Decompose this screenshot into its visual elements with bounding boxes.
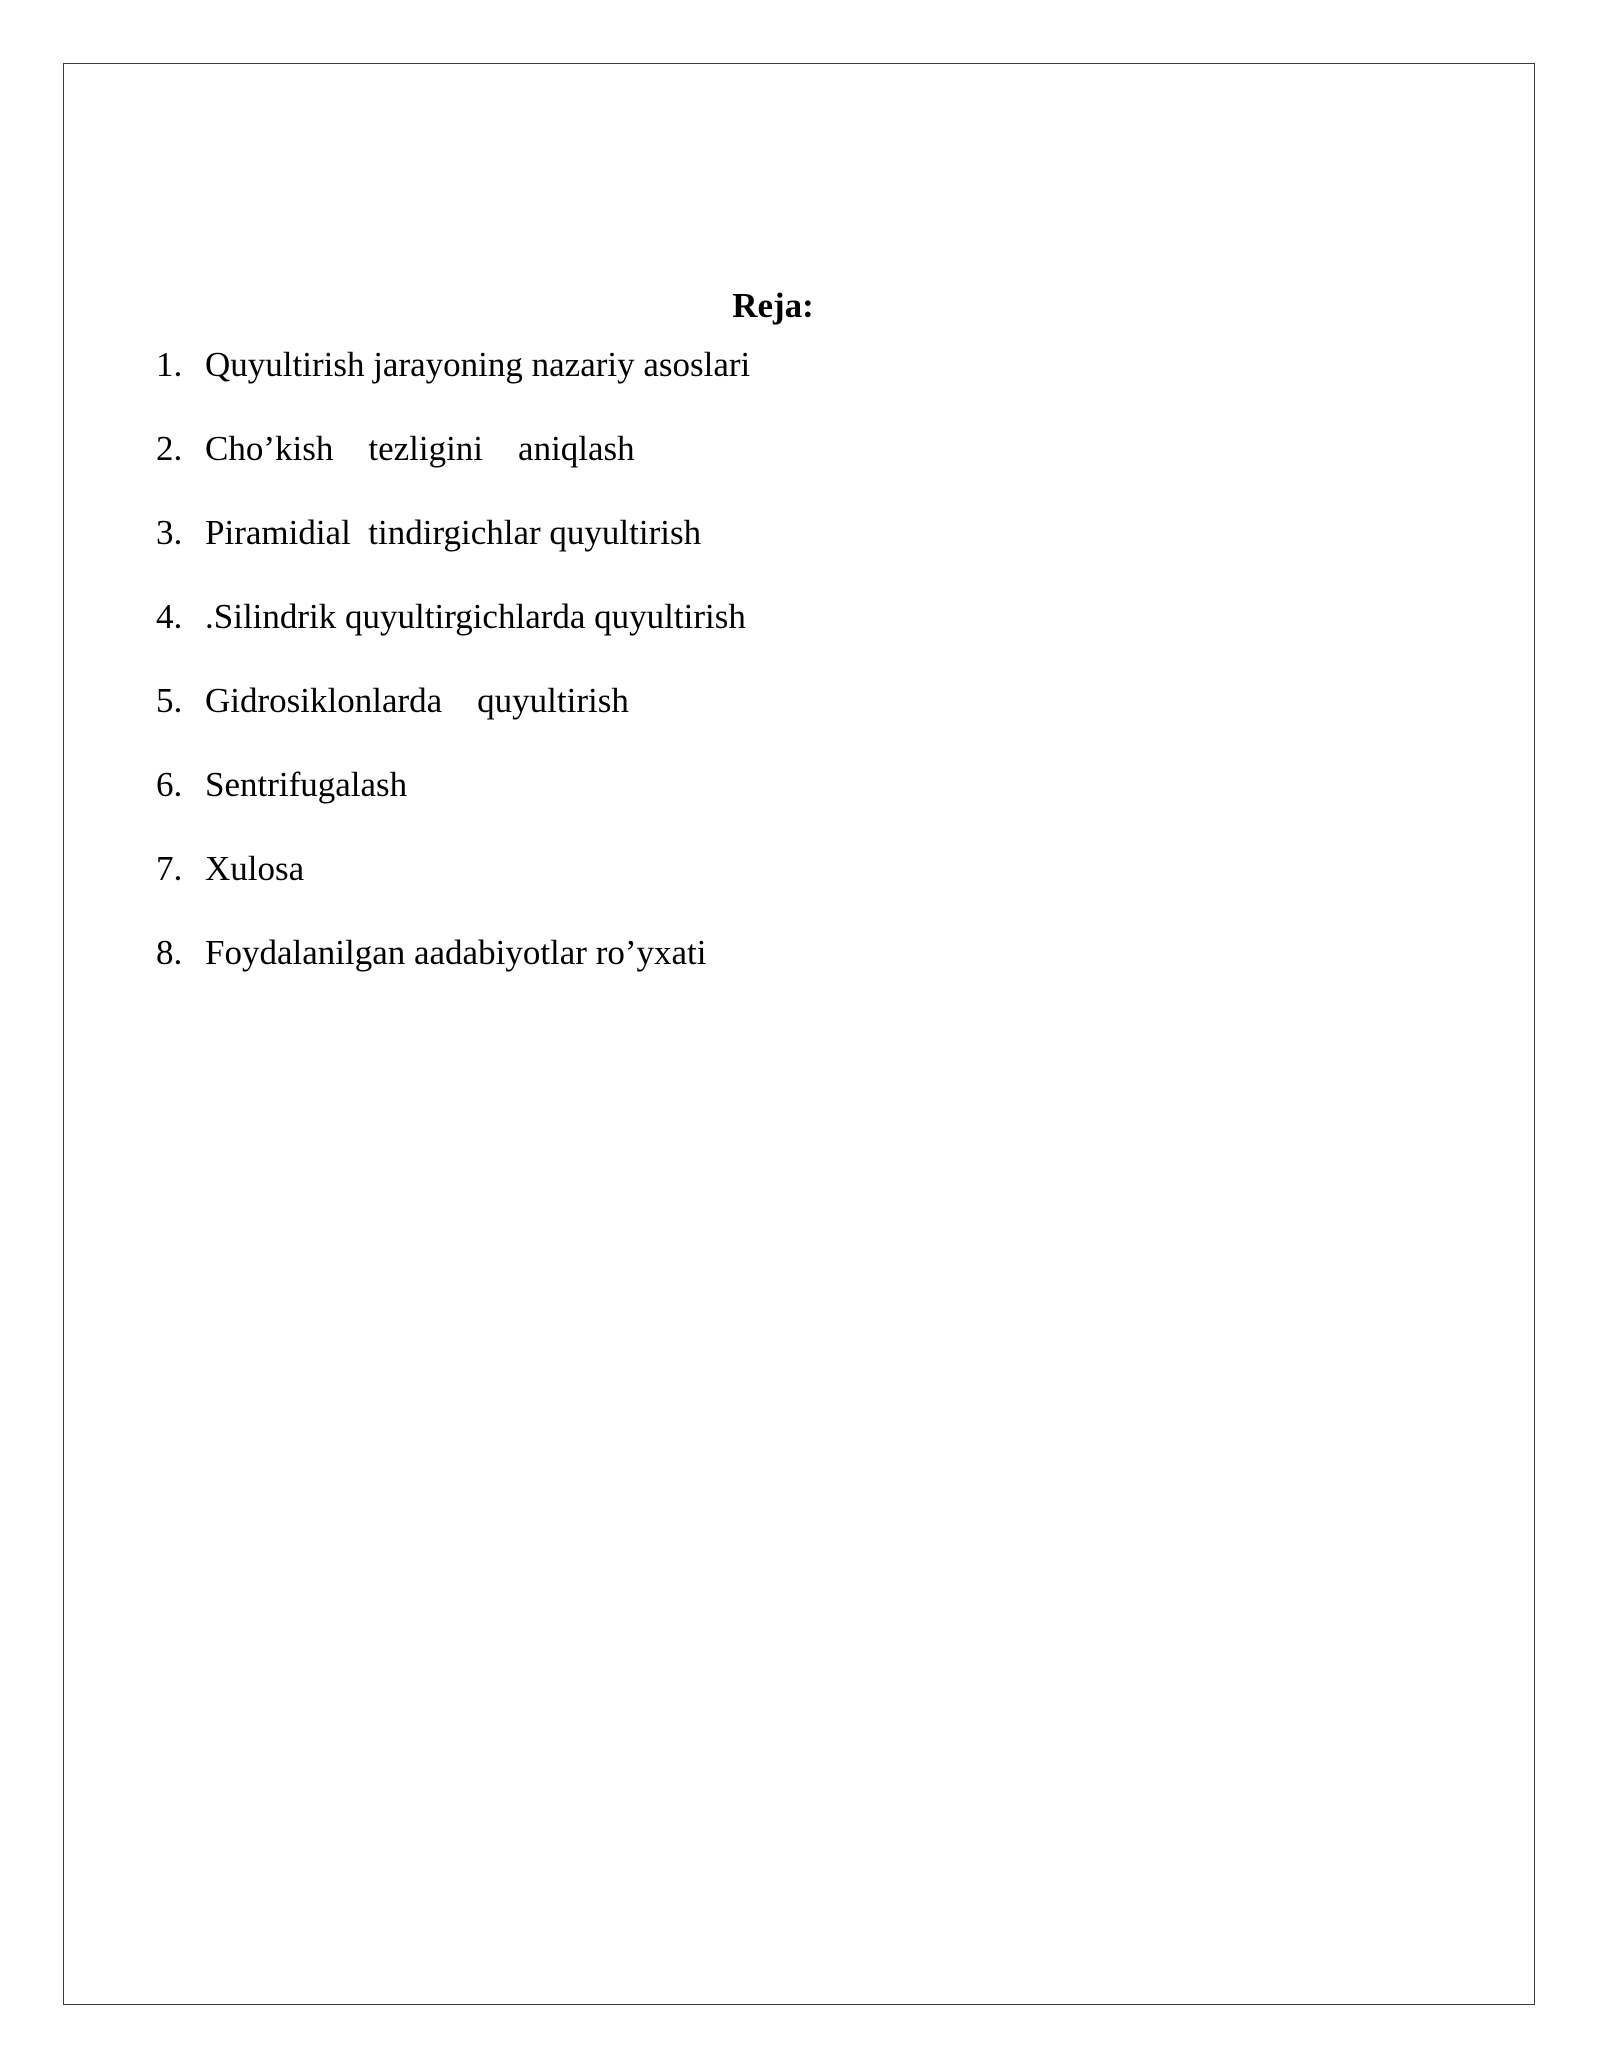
list-item (156, 509, 750, 593)
list-item-text: Gidrosiklonlarda quyultirish (205, 681, 629, 720)
list-item-number: 6. (156, 765, 183, 804)
list-item (156, 425, 750, 509)
list-item-number: 4. (156, 597, 183, 636)
page-title: Reja: (732, 286, 814, 325)
list-item-text: Cho’kish tezligini aniqlash (205, 429, 635, 468)
list-item-text: Quyultirish jarayoning nazariy asoslari (205, 345, 751, 384)
list-item-number: 2. (156, 429, 183, 468)
list-item-number: 8. (156, 933, 183, 972)
list-item-number: 3. (156, 513, 183, 552)
list-item (156, 929, 750, 1013)
list-item (156, 341, 750, 425)
list-item-text: Foydalanilgan aadabiyotlar ro’yxati (205, 933, 707, 972)
list-item-number: 1. (156, 345, 183, 384)
list-item-text: Piramidial tindirgichlar quyultirish (205, 513, 702, 552)
list-item-text: Xulosa (205, 849, 305, 888)
plan-list (156, 341, 750, 1013)
list-item (156, 761, 750, 845)
list-item-number: 5. (156, 681, 183, 720)
list-item (156, 845, 750, 929)
list-item (156, 593, 750, 677)
list-item-text: .Silindrik quyultirgichlarda quyultirish (205, 597, 746, 636)
list-item-text: Sentrifugalash (205, 765, 408, 804)
list-item (156, 677, 750, 761)
list-item-number: 7. (156, 849, 183, 888)
